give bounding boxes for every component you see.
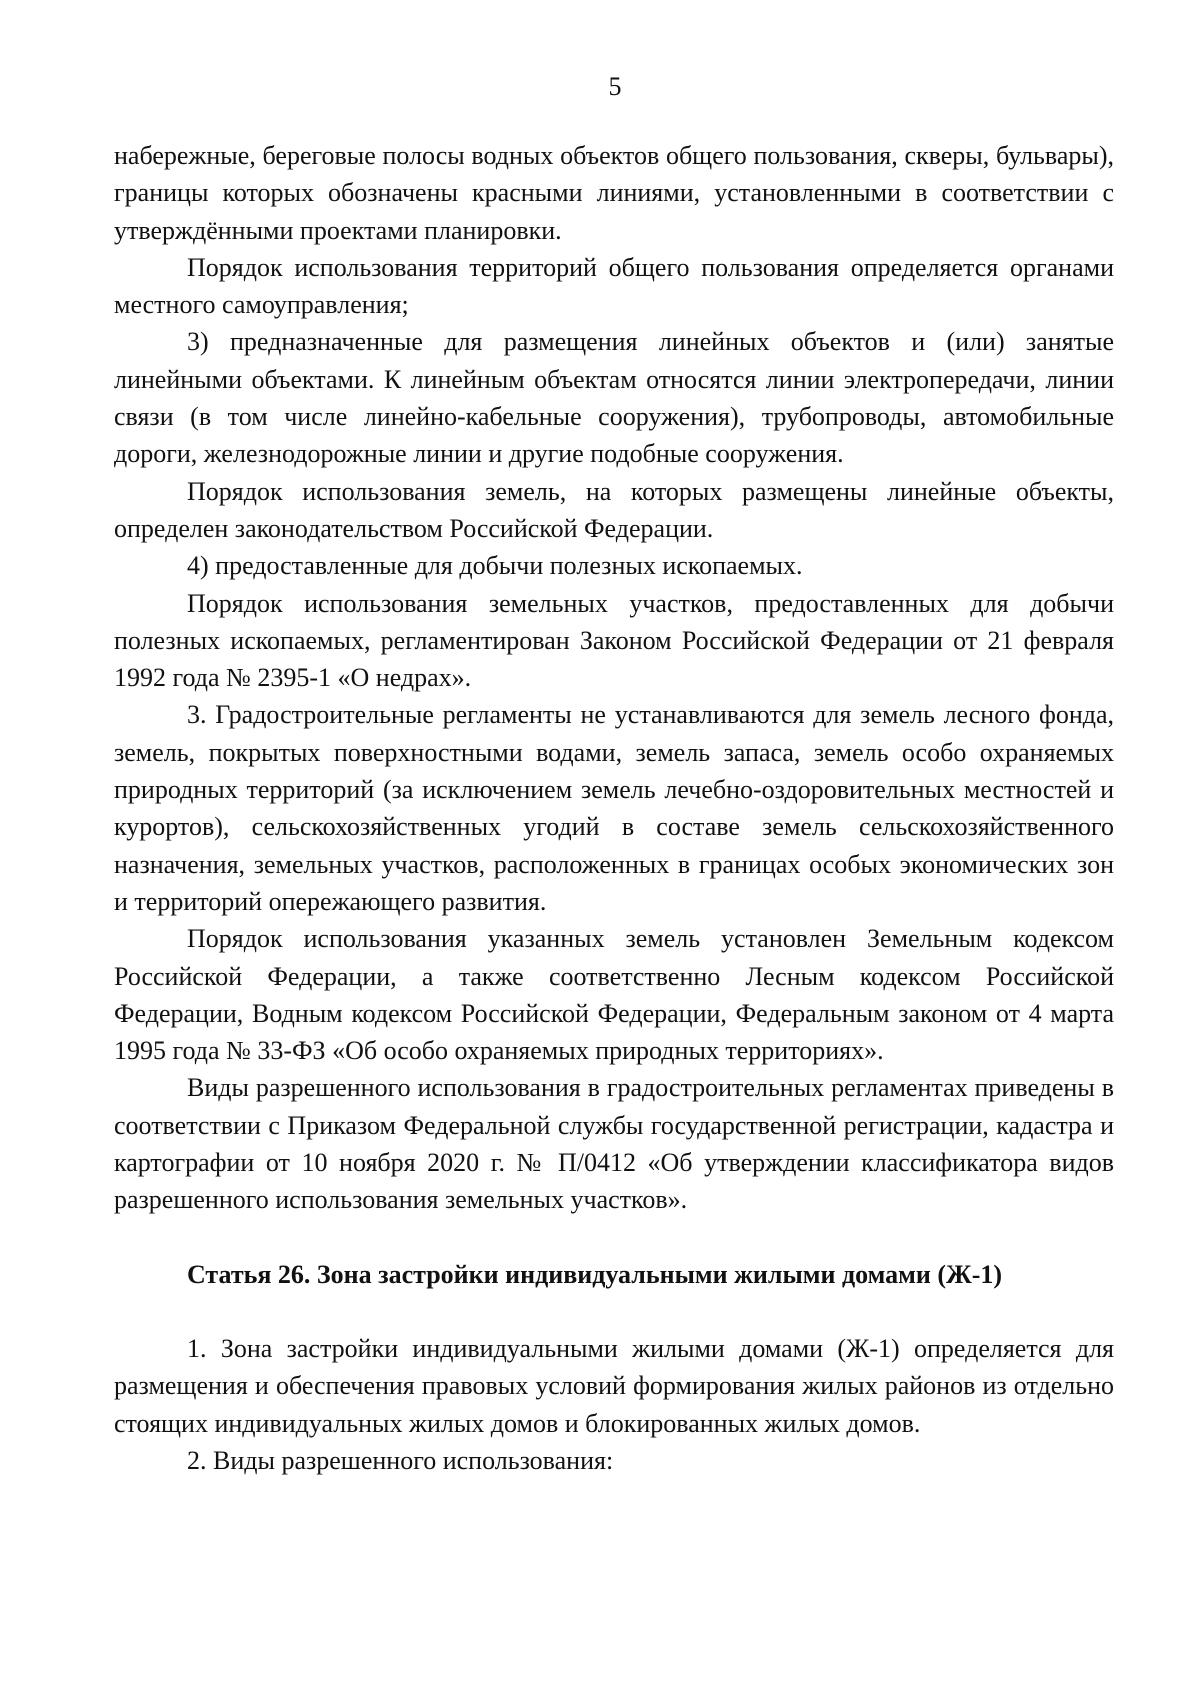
paragraph-permitted-use-list-intro: 2. Виды разрешенного использования: [187,1445,614,1475]
paragraph-mineral-extraction-order: Порядок использования земельных участков, предоставленных для добычи полезных ископаемых, регламентирован Законом Российской Федерации от 21 февраля 1992 года № 2395-1 «О недрах». [114,588,1114,693]
paragraph-mineral-extraction: 4) предоставленные для добычи полезных ископаемых. [187,551,803,581]
paragraph-public-use-order: Порядок использования территорий общего пользования определяется органами местного самоуправления; [114,252,1114,320]
paragraph-linear-objects-order: Порядок использования земель, на которых размещены линейные объекты, определен законодательством Российской Федерации. [114,476,1114,543]
paragraph-specified-lands-order: Порядок использования указанных земель установлен Земельным кодексом Российской Федерации, а также соответственно Лесным кодексом Российской Федерации, Водным кодексом Российской Федерации, Федеральным законом от 4 марта 1995 года № 33-ФЗ «Об особо охраняемых природных территориях». [114,924,1114,1066]
paragraph-permitted-use-types: Виды разрешенного использования в градостроительных регламентах приведены в соответствии с Приказом Федеральной службы государственной регистрации, кадастра и картографии от 10 ноября 2020 г. № П/0412 «Об утверждении классификатора видов разрешенного использования земельных участков». [114,1073,1114,1215]
paragraph-regulations-not-established: 3. Градостроительные регламенты не устанавливаются для земель лесного фонда, земель, покрытых поверхностными водами, земель запаса, земель особо охраняемых природных территорий (за исключением земель лечебно-оздоровительных местностей и курортов), сельскохозяйственных угодий в составе земель сельскохозяйственного назначения, земельных участков, расположенных в границах особых экономических зон и территорий опережающего развития. [114,700,1114,916]
page-number: 5 [608,72,622,101]
paragraph-linear-objects: 3) предназначенные для размещения линейных объектов и (или) занятые линейными объектами. К линейным объектам относятся линии электропередачи, линии связи (в том числе линейно-кабельные сооружения), трубопроводы, автомобильные дороги, железнодорожные линии и другие подобные сооружения. [114,327,1114,469]
article-heading: Статья 26. Зона застройки индивидуальными жилыми домами (Ж-1) [187,1259,1003,1289]
paragraph-continuation: набережные, береговые полосы водных объектов общего пользования, скверы, бульвары), границы которых обозначены красными линиями, установленными в соответствии с утверждёнными проектами планировки. [114,141,1114,245]
document-body [114,137,1114,1479]
paragraph-zone-definition: 1. Зона застройки индивидуальными жилыми домами (Ж-1) определяется для размещения и обеспечения правовых условий формирования жилых районов из отдельно стоящих индивидуальных жилых домов и блокированных жилых домов. [114,1333,1114,1438]
